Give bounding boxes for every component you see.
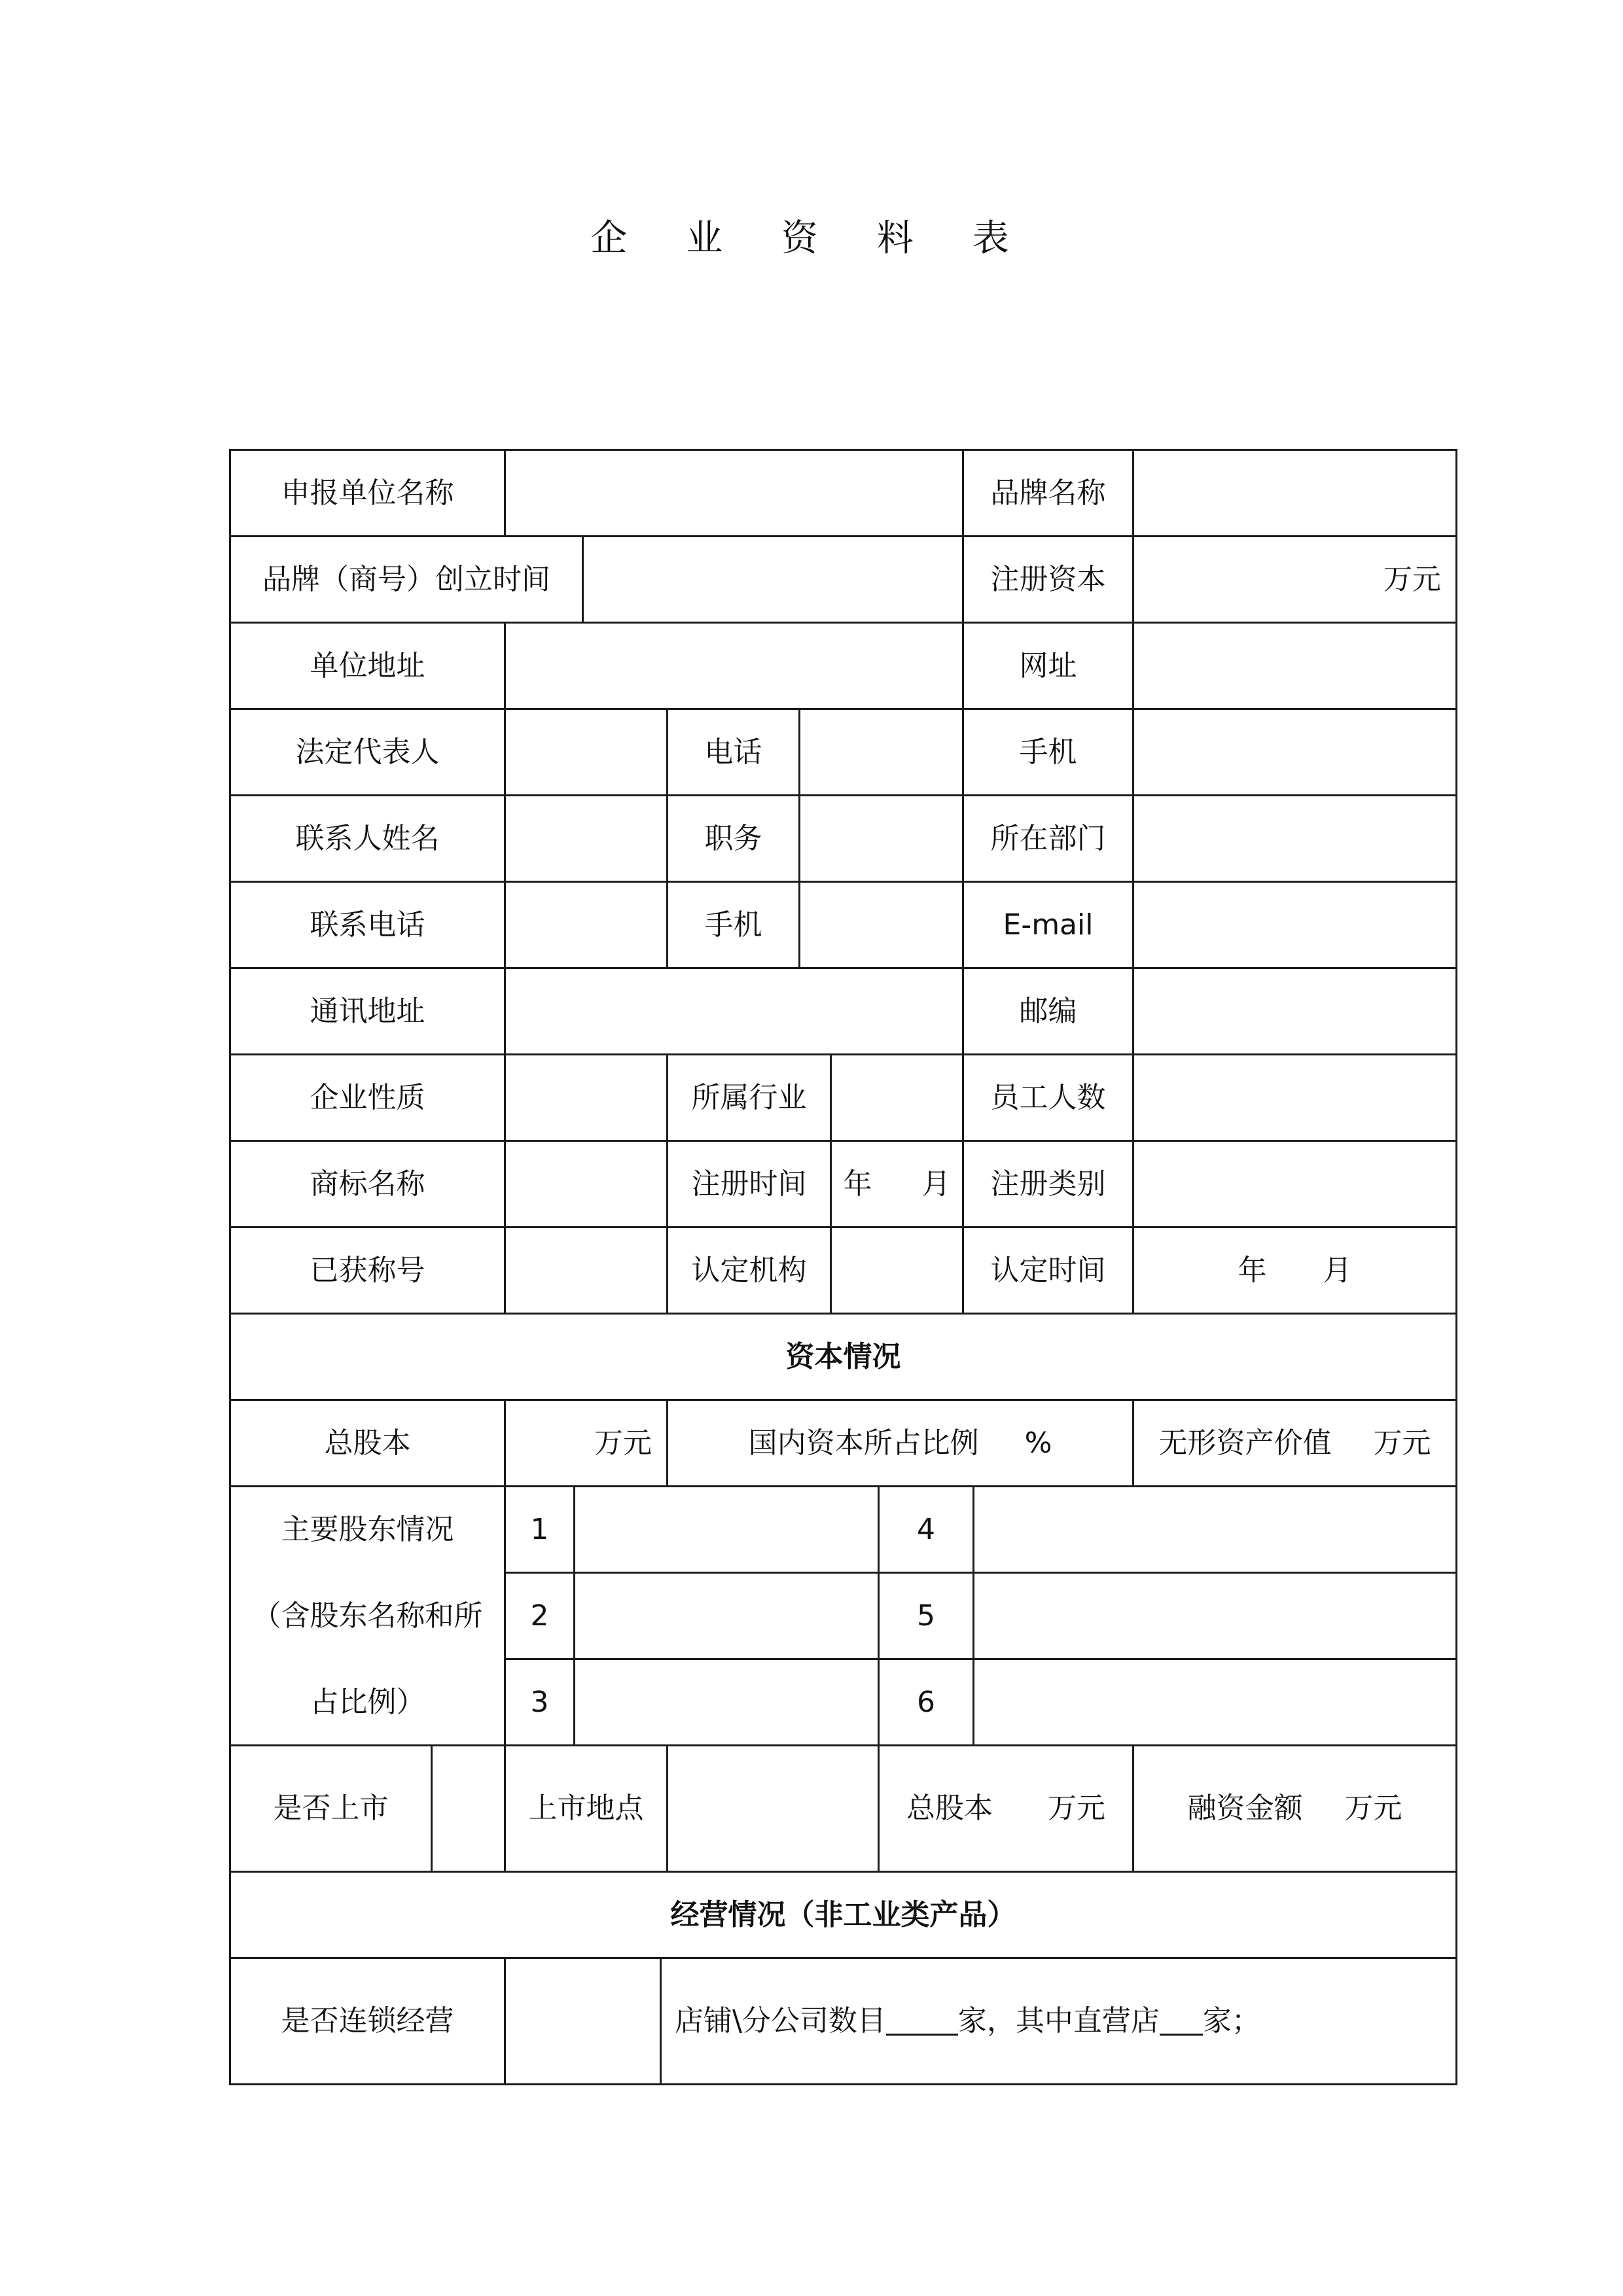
financing-amount[interactable] <box>1134 1746 1455 1871</box>
employees-label: 员工人数 <box>990 1080 1106 1114</box>
position-field[interactable] <box>800 796 962 881</box>
address-field[interactable] <box>506 624 962 708</box>
contact-name-label: 联系人姓名 <box>295 821 440 855</box>
month-label: 月 <box>921 1167 951 1201</box>
shareholder-field[interactable] <box>974 1487 1455 1572</box>
store-count-suffix: 家； <box>1202 2004 1260 2038</box>
enterprise-nature-field[interactable] <box>506 1055 666 1140</box>
phone-field[interactable] <box>800 710 962 794</box>
authority-field[interactable] <box>832 1228 962 1313</box>
shareholder-number: 6 <box>917 1685 935 1719</box>
mail-address-label: 通讯地址 <box>310 994 425 1028</box>
applicant-name-label: 申报单位名称 <box>281 476 454 510</box>
listing-place-field[interactable] <box>668 1746 878 1871</box>
direct-store-text: 家，其中直营店 <box>957 2004 1160 2038</box>
applicant-name-field[interactable] <box>506 451 962 535</box>
postcode-field[interactable] <box>1134 969 1455 1053</box>
brand-founded-field[interactable] <box>584 537 962 622</box>
registered-capital-unit: 万元 <box>1383 562 1441 596</box>
listed-total-shares-unit: 万元 <box>1048 1792 1105 1825</box>
listed-total-shares-label: 总股本 <box>906 1792 993 1825</box>
contact-mobile-field[interactable] <box>800 883 962 967</box>
shareholder-field[interactable] <box>575 1574 878 1658</box>
shareholder-field[interactable] <box>974 1660 1455 1744</box>
capital-section-heading: 资本情况 <box>785 1339 901 1373</box>
contact-name-field[interactable] <box>506 796 666 881</box>
contact-phone-label: 联系电话 <box>310 908 425 942</box>
store-count-blank[interactable] <box>886 2007 958 2036</box>
table-border-bottom <box>229 2083 1457 2085</box>
chain-operation-field[interactable] <box>506 1959 660 2083</box>
listing-place-label: 上市地点 <box>528 1792 644 1825</box>
shareholder-number: 4 <box>917 1512 935 1546</box>
postcode-label: 邮编 <box>1019 994 1077 1028</box>
domestic-ratio-unit: % <box>1024 1426 1052 1460</box>
mobile-field[interactable] <box>1134 710 1455 794</box>
listed-total-shares[interactable] <box>880 1746 1132 1871</box>
domestic-capital-ratio[interactable] <box>668 1401 1132 1485</box>
certification-time-label: 认定时间 <box>990 1253 1106 1287</box>
employees-field[interactable] <box>1134 1055 1455 1140</box>
table-border-right <box>1455 449 1457 2085</box>
phone-label: 电话 <box>704 735 762 769</box>
registration-time-field[interactable] <box>832 1142 962 1226</box>
shareholders-label-line: 占比例） <box>310 1685 425 1719</box>
brand-founded-label: 品牌（商号）创立时间 <box>262 562 550 596</box>
contact-phone-field[interactable] <box>506 883 666 967</box>
registration-class-label: 注册类别 <box>990 1167 1106 1201</box>
legal-rep-field[interactable] <box>506 710 666 794</box>
financing-label: 融资金额 <box>1187 1792 1303 1825</box>
brand-name-label: 品牌名称 <box>990 476 1106 510</box>
chain-operation-label: 是否连锁经营 <box>281 2004 454 2038</box>
page-title: 企 业 资 料 表 <box>590 217 1033 260</box>
registered-capital-label: 注册资本 <box>990 562 1106 596</box>
website-field[interactable] <box>1134 624 1455 708</box>
domestic-ratio-label: 国内资本所占比例 <box>748 1426 979 1460</box>
shareholder-field[interactable] <box>974 1574 1455 1658</box>
shareholders-label <box>231 1487 504 1744</box>
intangible-unit: 万元 <box>1373 1426 1431 1460</box>
shareholder-number: 2 <box>530 1598 549 1633</box>
position-label: 职务 <box>704 821 762 855</box>
shareholders-label-line: 主要股东情况 <box>281 1512 454 1546</box>
shareholders-label-line: （含股东名称和所 <box>252 1598 483 1633</box>
trademark-field[interactable] <box>506 1142 666 1226</box>
operation-section-heading: 经营情况（非工业类产品） <box>670 1898 1016 1932</box>
mail-address-field[interactable] <box>506 969 962 1053</box>
intangible-assets[interactable] <box>1134 1401 1455 1485</box>
registration-class-field[interactable] <box>1134 1142 1455 1226</box>
total-shares-label: 总股本 <box>324 1426 411 1460</box>
store-count-statement <box>662 1959 1455 2083</box>
contact-mobile-label: 手机 <box>704 908 762 942</box>
enterprise-nature-label: 企业性质 <box>310 1080 425 1114</box>
legal-rep-label: 法定代表人 <box>295 735 440 769</box>
shareholder-number: 3 <box>530 1685 549 1719</box>
email-label: E-mail <box>1003 908 1094 942</box>
total-shares-field[interactable]: 万元 <box>594 1426 652 1460</box>
authority-label: 认定机构 <box>691 1253 807 1287</box>
address-label: 单位地址 <box>310 648 425 682</box>
certification-time-field[interactable] <box>1134 1228 1455 1313</box>
store-count-text: 店铺\分公司数目 <box>675 2004 886 2038</box>
financing-unit: 万元 <box>1344 1792 1402 1825</box>
shareholder-field[interactable] <box>575 1660 878 1744</box>
shareholder-number: 5 <box>917 1598 935 1633</box>
industry-field[interactable] <box>832 1055 962 1140</box>
department-label: 所在部门 <box>990 821 1106 855</box>
title-obtained-label: 已获称号 <box>310 1253 425 1287</box>
month-label: 月 <box>1323 1253 1352 1287</box>
shareholder-field[interactable] <box>575 1487 878 1572</box>
title-obtained-field[interactable] <box>506 1228 666 1313</box>
industry-label: 所属行业 <box>691 1080 807 1114</box>
intangible-label: 无形资产价值 <box>1158 1426 1332 1460</box>
mobile-label: 手机 <box>1019 735 1077 769</box>
website-label: 网址 <box>1019 648 1077 682</box>
shareholder-number: 1 <box>530 1512 549 1546</box>
trademark-label: 商标名称 <box>310 1167 425 1201</box>
email-field[interactable] <box>1134 883 1455 967</box>
brand-name-field[interactable] <box>1134 451 1455 535</box>
year-label: 年 <box>843 1167 872 1201</box>
department-field[interactable] <box>1134 796 1455 881</box>
year-label: 年 <box>1238 1253 1267 1287</box>
registration-time-label: 注册时间 <box>691 1167 807 1201</box>
listed-label: 是否上市 <box>273 1792 389 1825</box>
listed-field[interactable] <box>433 1746 504 1871</box>
direct-store-count-blank[interactable] <box>1160 2007 1203 2036</box>
